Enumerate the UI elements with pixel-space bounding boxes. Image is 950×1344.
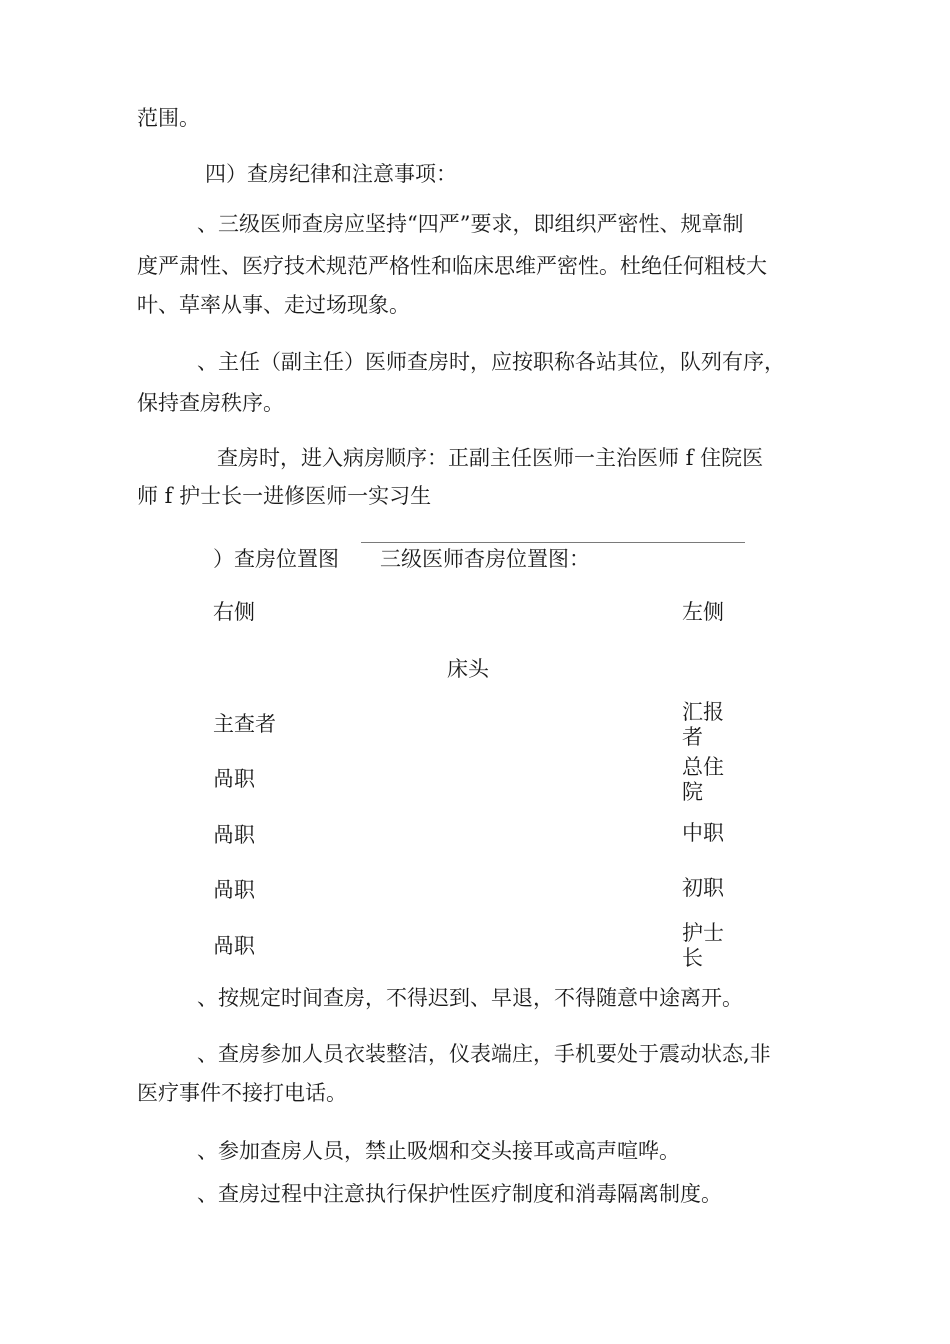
left-column-item: 咼职 xyxy=(213,767,255,791)
left-column-item: 咼职 xyxy=(213,934,255,958)
left-column-item: 咼职 xyxy=(213,823,255,847)
item-2-line-2: 保持查房秩序。 xyxy=(137,391,284,415)
item-1-line-2: 度严肃性、医疗技术规范严格性和临床思维严密性。杜绝任何粗枝大 xyxy=(137,254,767,278)
item-3-text: 、按规定时间查房，不得迟到、早退，不得随意中途离开。 xyxy=(197,986,743,1010)
item-4-line-1: 、查房参加人员衣装整洁，仪表端庄，手机要处于震动状态,非 xyxy=(197,1042,771,1066)
order-line-2: 师 f 护士长一进修医师一实习生 xyxy=(137,484,432,508)
item-4-line-2: 医疗事件不接打电话。 xyxy=(137,1081,347,1105)
item-1-line-1: 、三级医师查房应坚持“四严”要求，即组织严密性、规章制 xyxy=(197,212,744,236)
left-column-item: 主查者 xyxy=(213,712,276,736)
intro-tail-text: 范围。 xyxy=(137,106,200,130)
right-column-item: 护士长 xyxy=(682,921,724,970)
right-column-item: 中职 xyxy=(682,821,724,845)
bed-head-label: 床头 xyxy=(447,657,489,681)
order-line-1: 查房时，进入病房顺序：正副主任医师一主治医师 f 住院医 xyxy=(217,446,764,470)
right-column-item: 汇报者 xyxy=(682,700,724,749)
item-1-line-3: 叶、草率从事、走过场现象。 xyxy=(137,293,410,317)
item-2-line-1: 、主任（副主任）医师查房时，应按职称各站其位，队列有序， xyxy=(197,350,785,374)
diagram-title-rule xyxy=(361,542,745,543)
item-6-text: 、查房过程中注意执行保护性医疗制度和消毒隔离制度。 xyxy=(197,1182,722,1206)
diagram-title: 三级医师杳房位置图： xyxy=(380,547,590,571)
left-column-item: 咼职 xyxy=(213,878,255,902)
diagram-label-left: ）查房位置图 xyxy=(213,547,339,571)
left-side-label: 左侧 xyxy=(682,600,724,624)
section-4-heading: 四）查房纪律和注意事项： xyxy=(205,162,457,186)
right-side-label: 右侧 xyxy=(213,600,255,624)
item-5-text: 、参加查房人员，禁止吸烟和交头接耳或高声喧哗。 xyxy=(197,1139,680,1163)
right-column-item: 初职 xyxy=(682,876,724,900)
right-column-item: 总住院 xyxy=(682,755,724,804)
